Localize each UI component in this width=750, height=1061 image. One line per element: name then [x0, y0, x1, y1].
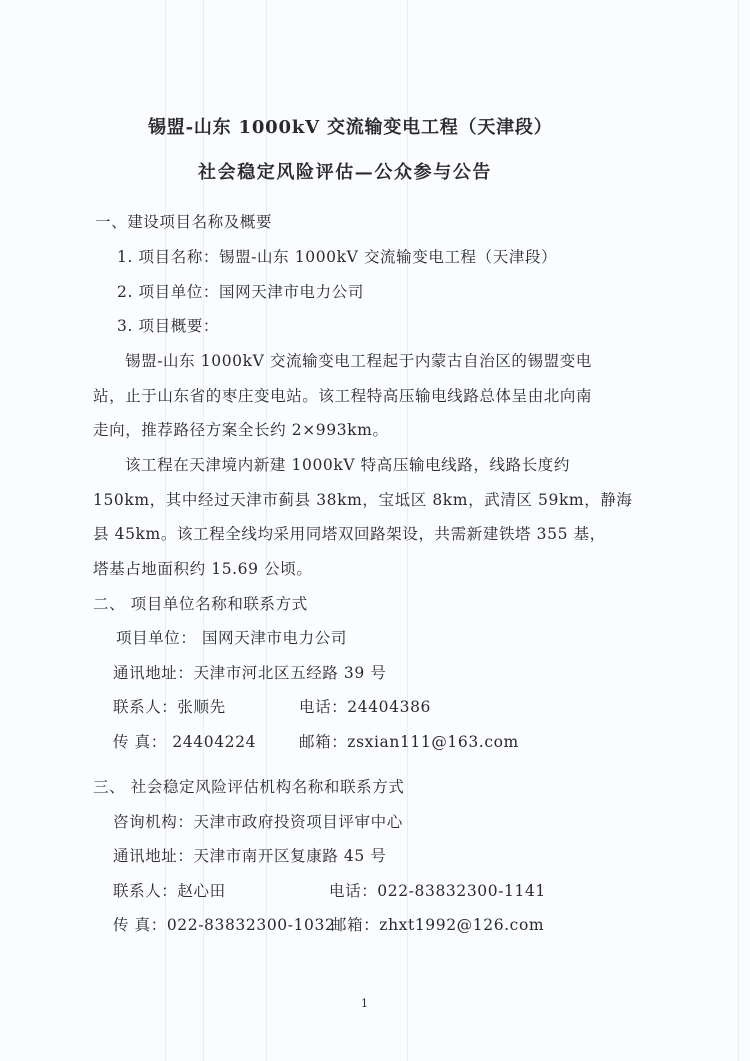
overview-paragraph-1-line: 站，止于山东省的枣庄变电站。该工程特高压输电线路总体呈由北向南 — [93, 387, 593, 405]
overview-paragraph-2-line: 该工程在天津境内新建 1000kV 特高压输电线路，线路长度约 — [125, 456, 570, 474]
page-number: 1 — [361, 997, 369, 1010]
agency-fax: 传 真：022-83832300-1032 — [113, 916, 336, 934]
scan-artifact — [738, 0, 739, 1061]
section-3-heading: 三、 社会稳定风险评估机构名称和联系方式 — [93, 778, 405, 796]
overview-paragraph-2-line: 县 45km。该工程全线均采用同塔双回路架设，共需新建铁塔 355 基， — [93, 525, 606, 543]
document-title: 锡盟-山东 1000kV 交流输变电工程（天津段） — [148, 117, 553, 138]
section-1-item: 1. 项目名称：锡盟-山东 1000kV 交流输变电工程（天津段） — [117, 248, 558, 266]
agency-phone: 电话：022-83832300-1141 — [329, 882, 546, 900]
overview-paragraph-2-line: 塔基占地面积约 15.69 公顷。 — [93, 560, 313, 578]
project-unit-email: 邮箱：zsxian111@163.com — [299, 733, 519, 751]
agency-contact: 联系人：赵心田 — [113, 882, 226, 900]
project-unit-phone: 电话：24404386 — [299, 698, 431, 716]
agency-email: 邮箱：zhxt1992@126.com — [331, 916, 545, 934]
section-1-heading: 一、建设项目名称及概要 — [95, 213, 273, 231]
agency-name: 咨询机构：天津市政府投资项目评审中心 — [113, 813, 403, 831]
overview-paragraph-1-line: 走向，推荐路径方案全长约 2×993km。 — [93, 421, 389, 439]
project-unit-fax: 传 真： 24404224 — [113, 733, 257, 751]
section-1-item: 3. 项目概要： — [117, 317, 220, 335]
agency-address: 通讯地址：天津市南开区复康路 45 号 — [113, 847, 387, 865]
overview-paragraph-2-line: 150km，其中经过天津市蓟县 38km，宝坻区 8km，武清区 59km，静海 — [93, 491, 633, 509]
overview-paragraph-1-line: 锡盟-山东 1000kV 交流输变电工程起于内蒙古自治区的锡盟变电 — [125, 352, 592, 370]
project-unit: 项目单位： 国网天津市电力公司 — [116, 629, 347, 647]
section-2-heading: 二、 项目单位名称和联系方式 — [93, 595, 308, 613]
section-1-item: 2. 项目单位：国网天津市电力公司 — [117, 283, 364, 301]
project-unit-contact: 联系人：张顺先 — [113, 698, 226, 716]
project-unit-address: 通讯地址：天津市河北区五经路 39 号 — [113, 664, 387, 682]
document-subtitle: 社会稳定风险评估—公众参与公告 — [198, 162, 492, 183]
